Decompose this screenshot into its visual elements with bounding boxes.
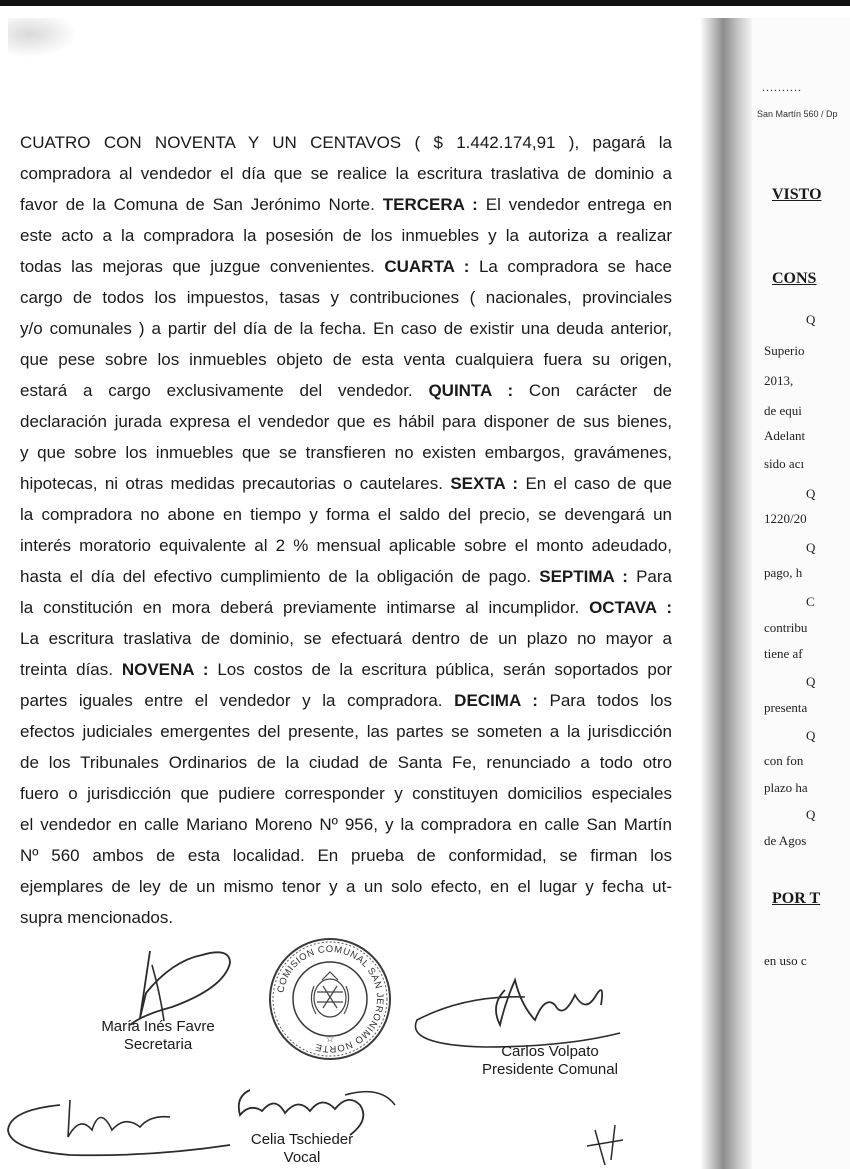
text-run: este acto a la compradora la posesión de los inmuebles y la autoriza a realizar [20,226,672,245]
text-line [20,313,672,344]
seal-text: COMISION COMUNAL SAN JERONIMO NORTE [275,943,386,1055]
text-line [20,344,672,375]
text-line [20,499,672,530]
adjacent-page-line: Q [806,486,816,501]
text-line [20,902,672,933]
page-fold-shadow [700,18,752,1169]
text-line [20,220,672,251]
heading-por-tanto: POR T [772,890,821,907]
adjacent-page-dots: .......... [762,80,802,94]
text-run: y/o comunales ) a partir del día de la fecha. En caso de existir una deuda anterior, [20,319,672,338]
text-run: Los costos de la escritura pública, serán soportados por [208,660,672,679]
text-run: y que sobre los inmuebles que se transfieren no existen embargos, gravámenes, [20,443,672,462]
text-run: ejemplares de ley de un mismo tenor y a un solo efecto, en el lugar y fecha ut- [20,877,672,896]
text-run: interés moratorio equivalente al 2 % mensual aplicable sobre el monto adeudado, [20,536,672,555]
mark-bottom-right [575,1120,645,1169]
text-run: compradora al vendedor el día que se realice la escritura traslativa de dominio a [20,164,672,183]
text-line [20,282,672,313]
text-line [20,747,672,778]
text-line [20,189,672,220]
text-line [20,158,672,189]
text-run: La compradora se hace [469,257,672,276]
vocal-role: Vocal [283,1149,321,1166]
caption-secretaria [88,1018,228,1054]
secretaria-role: Secretaria [123,1036,193,1053]
adjacent-page-address: San Martín 560 / Dp [757,109,838,119]
clause-heading: SEPTIMA : [539,567,628,586]
heading-visto: VISTO [772,186,822,203]
text-run: la compradora no abone en tiempo y forma el saldo del precio, se devengará un [20,505,672,524]
clause-heading: CUARTA : [384,257,470,276]
contract-body-text [20,127,672,933]
text-line [20,778,672,809]
text-line [20,840,672,871]
adjacent-page-line: pago, h [764,565,803,580]
scan-edge [0,0,850,6]
adjacent-page-line: 1220/20 [764,511,807,526]
text-run: hasta el día del efectivo cumplimiento de la obligación de pago. [20,567,540,586]
text-run: La escritura traslativa de dominio, se efectuará dentro de un plazo no mayor a [20,629,672,648]
adjacent-page-line: de equi [764,403,802,418]
adjacent-page-line: con fon [764,753,804,768]
adjacent-page-line: 2013, [764,373,794,388]
text-run: el vendedor en calle Mariano Moreno Nº 956, y la compradora en calle San Martín [20,815,672,834]
text-line [20,716,672,747]
text-line [20,623,672,654]
adjacent-page-line: sido acı [764,456,805,471]
adjacent-page-line: Q [806,728,816,743]
comuna-seal [267,936,393,1062]
adjacent-page-line: plazo ha [764,780,808,795]
text-line [20,685,672,716]
adjacent-page-line: Q [806,312,816,327]
text-line [20,375,672,406]
adjacent-page-line: Adelant [764,428,806,443]
seal-emblem [311,972,348,1017]
text-run: cargo de todos los impuestos, tasas y contribuciones ( nacionales, provinciales [20,288,672,307]
adjacent-page-line: en uso c [764,953,807,968]
text-run: de los Tribunales Ordinarios de la ciudad de Santa Fe, renunciado a todo otro [20,753,672,772]
adjacent-page-line: Superio [764,343,805,358]
text-line [20,437,672,468]
text-line [20,251,672,282]
text-run: declaración jurada expresa el vendedor que es hábil para disponer de sus bienes, [20,412,672,431]
clause-heading: QUINTA : [428,381,514,400]
clause-heading: SEXTA : [450,474,519,493]
adjacent-page-line: Q [806,807,816,822]
text-run: hipotecas, ni otras medidas precautorias o cautelares. [20,474,451,493]
text-line [20,561,672,592]
text-run: Para [627,567,672,586]
text-line [20,871,672,902]
adjacent-page [752,18,850,1169]
adjacent-page-line: Q [806,674,816,689]
text-run: partes iguales entre el vendedor y la compradora. [20,691,455,710]
adjacent-page-line: de Agos [764,833,807,848]
presidente-role: Presidente Comunal [482,1061,618,1078]
text-run: Con carácter de [513,381,672,400]
clause-heading: OCTAVA : [589,598,672,617]
text-run: Nº 560 ambos de esta localidad. En prueba de conformidad, se firman los [20,846,672,865]
clause-heading: TERCERA : [382,195,478,214]
adjacent-page-line: presenta [764,700,808,715]
text-run: El vendedor entrega en [477,195,672,214]
text-line [20,592,672,623]
scan-smudge [8,18,78,58]
clause-heading: NOVENA : [121,660,209,679]
heading-considerando: CONS [772,270,817,287]
text-line [20,406,672,437]
text-run: la constitución en mora deberá previamente intimarse al incumplidor. [20,598,590,617]
text-run: estará a cargo exclusivamente del vendedor. [20,381,429,400]
text-line [20,809,672,840]
secretaria-name: María Inés Favre [101,1018,215,1035]
text-line [20,654,672,685]
text-run: En el caso de que [518,474,672,493]
text-run: favor de la Comuna de San Jerónimo Norte. [20,195,383,214]
text-run: efectos judiciales emergentes del presente, las partes se someten a la jurisdicción [20,722,672,741]
vocal-name: Celia Tschieder [250,1131,354,1148]
text-run: supra mencionados. [20,908,174,927]
text-run: fuero o jurisdicción que pudiere corresponder y constituyen domicilios especiales [20,784,672,803]
clause-heading: DECIMA : [454,691,538,710]
presidente-name: Carlos Volpato [501,1043,599,1060]
text-line [20,530,672,561]
text-line [20,468,672,499]
text-run: que pese sobre los inmuebles objeto de esta venta cualquiera fuera su origen, [20,350,672,369]
adjacent-page-line: Q [806,540,816,555]
caption-presidente [470,1043,630,1079]
text-run: CUATRO CON NOVENTA Y UN CENTAVOS ( $ 1.442.174,91 ), pagará la [20,133,672,152]
adjacent-page-line: contribu [764,620,808,635]
adjacent-page-line: tiene af [764,646,803,661]
text-line [20,127,672,158]
text-run: todas las mejoras que juzgue convenientes. [20,257,385,276]
caption-vocal [232,1131,372,1167]
text-run: treinta días. [20,660,122,679]
seal-star: ☆ [325,1034,335,1045]
text-run: Para todos los [537,691,672,710]
adjacent-page-line: C [806,594,815,609]
